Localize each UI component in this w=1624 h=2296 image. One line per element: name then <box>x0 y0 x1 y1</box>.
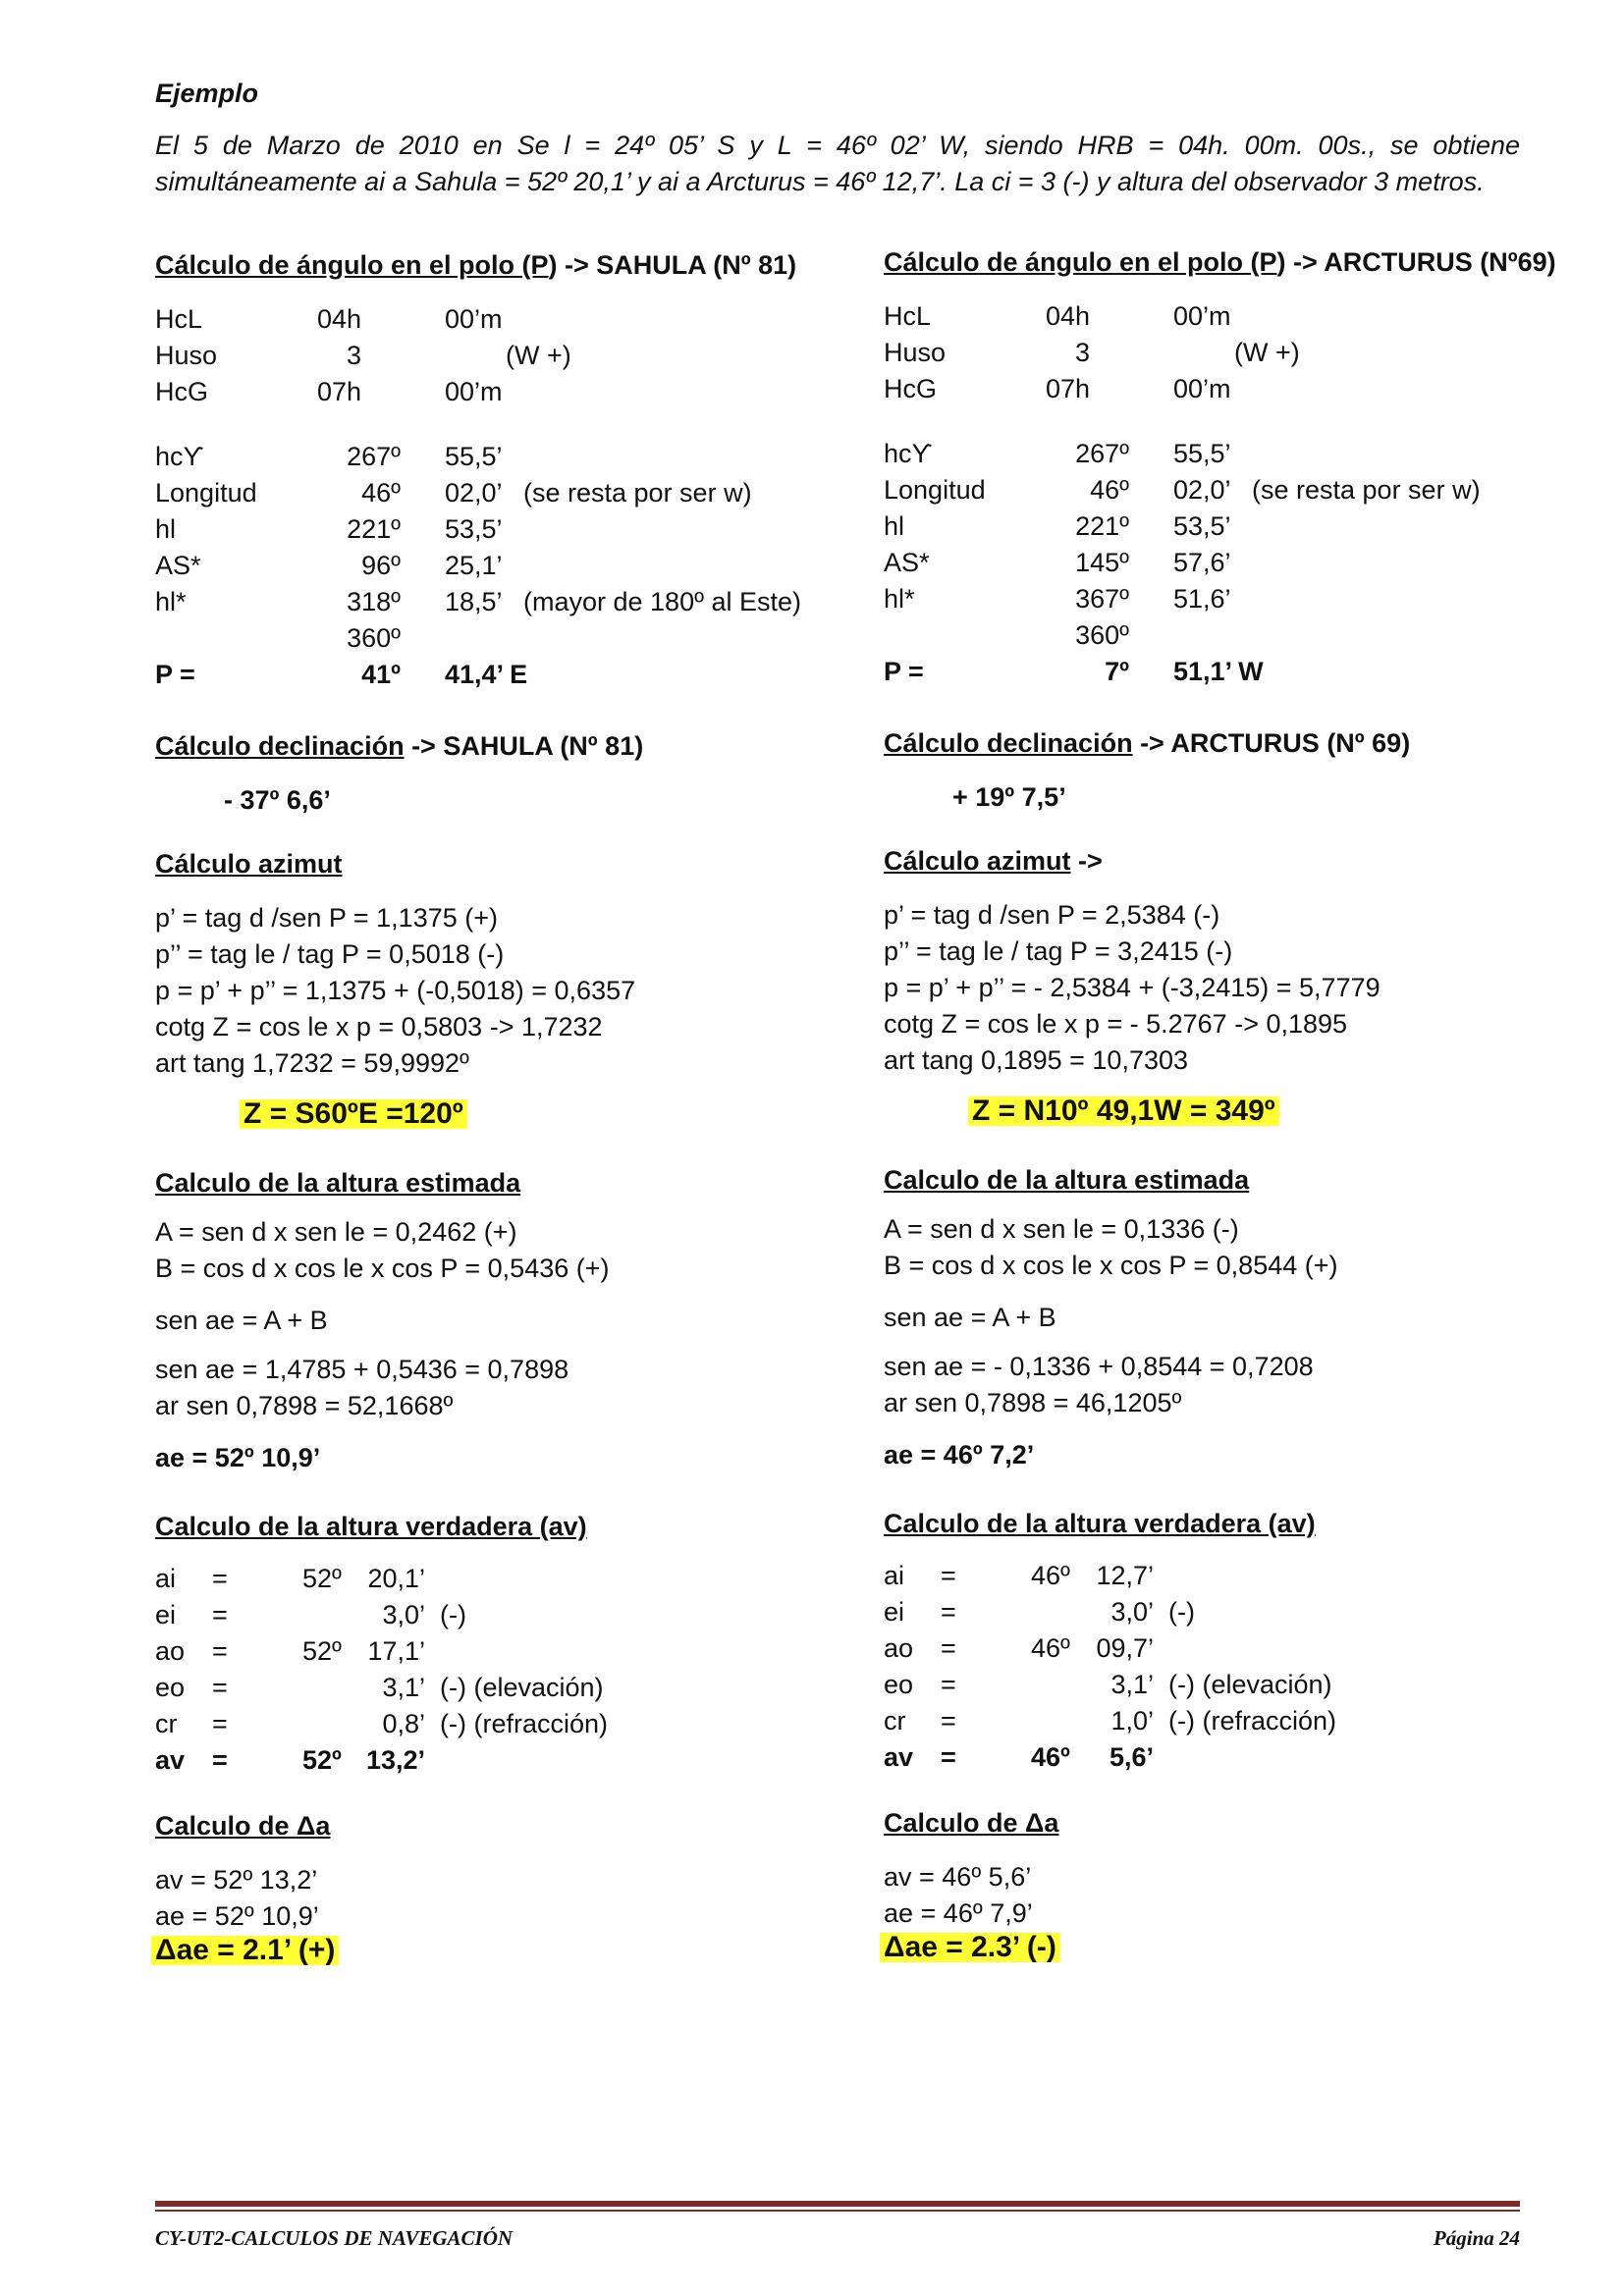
hour-row-minutes: 25,1’ <box>445 551 503 580</box>
time-row-hours: 04h <box>316 304 361 334</box>
altitude-row-eq: = <box>941 1742 956 1772</box>
sen-ae-line: sen ae = A + B <box>155 1306 328 1335</box>
time-row-hours: 3 <box>346 341 361 370</box>
azimut-line: p = p’ + p’’ = - 2,5384 + (-3,2415) = 5,7779 <box>884 973 1380 1002</box>
ae-result: ae = 46º 7,2’ <box>884 1440 1035 1469</box>
altitude-row-degrees: 52º <box>302 1636 342 1666</box>
angle-heading <box>155 250 796 280</box>
hour-row-label: hl* <box>884 584 915 614</box>
azimut-line: art tang 1,7232 = 59,9992º <box>155 1048 469 1078</box>
p-row-label: P = <box>884 657 924 686</box>
angle-heading-target: ) -> ARCTURUS (Nº69) <box>1276 247 1556 277</box>
declination-heading <box>884 728 1410 758</box>
time-row-label: Huso <box>155 341 218 370</box>
time-row-hours: 07h <box>316 377 361 406</box>
azimut-line: cotg Z = cos le x p = 0,5803 -> 1,7232 <box>155 1012 603 1041</box>
altitude-row-eq: = <box>941 1561 956 1590</box>
altitude-row-minutes: 09,7’ <box>1096 1633 1154 1663</box>
hour-row-degrees: 46º <box>361 478 401 507</box>
time-row-minutes: 00’m <box>445 304 503 334</box>
hour-row-minutes: 55,5’ <box>1173 439 1231 468</box>
altitude-row-eq: = <box>212 1564 228 1593</box>
hour-row-label: hl* <box>155 587 187 616</box>
altitude-row-label: cr <box>155 1709 178 1738</box>
page-number: Página 24 <box>1433 2226 1520 2250</box>
altitude-row-eq: = <box>212 1745 228 1775</box>
altitude-row-eq: = <box>941 1633 956 1663</box>
estimated-altitude-heading <box>155 1168 520 1198</box>
altitude-row-eq: = <box>941 1706 956 1735</box>
altitude-row-label: av <box>155 1745 186 1775</box>
hour-row-degrees: 367º <box>1075 584 1129 614</box>
delta-result: Δae = 2.1’ (+) <box>151 1936 339 1965</box>
altitude-row-degrees: 52º <box>302 1745 342 1775</box>
footer-rule-thin <box>155 2210 1520 2212</box>
azimut-result: Z = N10º 49,1W = 349º <box>968 1096 1279 1126</box>
azimut-heading <box>155 849 343 879</box>
footer-rule <box>155 2201 1520 2207</box>
altitude-row-note: (-) (elevación) <box>1168 1670 1332 1699</box>
hour-row-degrees: 145º <box>1075 548 1129 577</box>
true-altitude-heading <box>155 1512 587 1541</box>
altitude-row-label: ai <box>155 1564 177 1593</box>
altitude-row-label: cr <box>884 1706 906 1735</box>
time-row-hours: 3 <box>1074 338 1090 367</box>
hour-row-minutes: 51,6’ <box>1173 584 1231 614</box>
time-row-label: HcG <box>884 374 937 403</box>
altitude-row-minutes: 5,6’ <box>1109 1742 1154 1772</box>
time-row-minutes: 00’m <box>1173 301 1231 331</box>
angle-heading-text: Cálculo de ángulo en el polo (P <box>884 247 1277 277</box>
delta-line: av = 46º 5,6’ <box>884 1862 1032 1892</box>
time-row-label: HcL <box>884 301 932 331</box>
altitude-row-minutes: 3,1’ <box>1110 1670 1154 1699</box>
azimut-line: p’ = tag d /sen P = 1,1375 (+) <box>155 903 498 933</box>
hour-row-label: AS* <box>155 551 201 580</box>
azimut-line: cotg Z = cos le x p = - 5.2767 -> 0,1895 <box>884 1009 1348 1039</box>
altitude-row-label: eo <box>155 1673 186 1702</box>
azimut-result: Z = S60ºE =120º <box>240 1099 467 1129</box>
altitude-row-degrees: 46º <box>1031 1633 1070 1663</box>
estimated-altitude-heading <box>884 1165 1249 1195</box>
azimut-heading-target: -> <box>1070 846 1103 876</box>
time-row-minutes: 00’m <box>1173 374 1231 403</box>
altitude-row-minutes: 3,0’ <box>382 1600 425 1629</box>
hour-row-minutes: 02,0’ <box>445 478 503 507</box>
altitude-row-label: ao <box>884 1633 914 1663</box>
altitude-row-label: eo <box>884 1670 914 1699</box>
azimut-heading-text: Cálculo azimut <box>155 849 343 879</box>
azimut-line: art tang 0,1895 = 10,7303 <box>884 1045 1189 1075</box>
declination-value: - 37º 6,6’ <box>224 785 331 815</box>
hour-row-degrees: 221º <box>347 514 401 544</box>
time-row-note: (W +) <box>506 341 571 370</box>
altitude-row-eq: = <box>941 1597 956 1627</box>
altitude-row-label: ao <box>155 1636 186 1666</box>
declination-heading-target: -> SAHULA (Nº 81) <box>404 731 644 761</box>
altitude-row-minutes: 0,8’ <box>382 1709 425 1738</box>
delta-line: ae = 46º 7,9’ <box>884 1898 1033 1928</box>
estimated-line: B = cos d x cos le x cos P = 0,5436 (+) <box>155 1254 610 1283</box>
hour-row-label: hcϒ <box>884 439 933 468</box>
estimated-line: B = cos d x cos le x cos P = 0,8544 (+) <box>884 1251 1338 1280</box>
altitude-row-minutes: 20,1’ <box>367 1564 425 1593</box>
sen-line: ar sen 0,7898 = 52,1668º <box>155 1391 454 1420</box>
altitude-row-degrees: 46º <box>1031 1742 1070 1772</box>
hour-row-minutes: 53,5’ <box>1173 511 1231 541</box>
hour-row-note: (se resta por ser w) <box>523 478 752 507</box>
hour-row-degrees: 267º <box>347 442 401 471</box>
azimut-heading <box>884 846 1103 876</box>
delta-heading-text: Calculo de Δa <box>155 1811 331 1841</box>
declination-heading-target: -> ARCTURUS (Nº 69) <box>1132 728 1411 758</box>
delta-line: av = 52º 13,2’ <box>155 1865 318 1895</box>
footer-title: CY-UT2-CALCULOS DE NAVEGACIÓN <box>155 2226 514 2250</box>
time-row-hours: 07h <box>1045 374 1090 403</box>
altitude-row-note: (-) (refracción) <box>440 1709 609 1738</box>
sen-line: sen ae = 1,4785 + 0,5436 = 0,7898 <box>155 1355 569 1384</box>
true-altitude-heading-text: Calculo de la altura verdadera (av) <box>884 1509 1316 1538</box>
hour-row-degrees: 96º <box>361 551 401 580</box>
hour-row-degrees: 318º <box>347 587 401 616</box>
ae-result: ae = 52º 10,9’ <box>155 1443 321 1472</box>
p-row-minutes: 41,4’ E <box>445 660 528 689</box>
time-row-minutes: 00’m <box>445 377 503 406</box>
altitude-row-degrees: 52º <box>302 1564 342 1593</box>
hour-row-degrees: 221º <box>1075 511 1129 541</box>
time-row-label: HcG <box>155 377 208 406</box>
declination-heading-text: Cálculo declinación <box>884 728 1133 758</box>
azimut-line: p’’ = tag le / tag P = 3,2415 (-) <box>884 936 1233 966</box>
angle-heading <box>884 247 1556 277</box>
hour-row-degrees: 46º <box>1090 475 1129 505</box>
hour-row-minutes: 18,5’ <box>445 587 503 616</box>
angle-heading-target: ) -> SAHULA (Nº 81) <box>548 250 797 280</box>
p-row-degrees: 7º <box>1105 657 1129 686</box>
estimated-line: A = sen d x sen le = 0,1336 (-) <box>884 1214 1239 1244</box>
time-row-label: Huso <box>884 338 947 367</box>
p-row-degrees: 41º <box>361 660 401 689</box>
sen-line: ar sen 0,7898 = 46,1205º <box>884 1388 1182 1417</box>
altitude-row-eq: = <box>212 1673 228 1702</box>
altitude-row-minutes: 3,0’ <box>1110 1597 1154 1627</box>
azimut-heading-text: Cálculo azimut <box>884 846 1071 876</box>
altitude-row-label: av <box>884 1742 914 1772</box>
hour-row-minutes: 02,0’ <box>1173 475 1231 505</box>
altitude-row-minutes: 17,1’ <box>367 1636 425 1666</box>
estimated-altitude-heading-text: Calculo de la altura estimada <box>884 1165 1250 1195</box>
altitude-row-minutes: 13,2’ <box>366 1745 426 1775</box>
hour-row-note: (mayor de 180º al Este) <box>523 587 801 616</box>
altitude-row-degrees: 46º <box>1031 1561 1070 1590</box>
hour-row-minutes: 53,5’ <box>445 514 503 544</box>
angle-heading-text: Cálculo de ángulo en el polo (P <box>155 250 549 280</box>
delta-heading <box>155 1811 330 1841</box>
time-row-note: (W +) <box>1234 338 1300 367</box>
time-row-hours: 04h <box>1045 301 1090 331</box>
declination-heading <box>155 731 643 761</box>
delta-result: Δae = 2.3’ (-) <box>880 1933 1060 1962</box>
hour-row-label: hcϒ <box>155 442 204 471</box>
altitude-row-note: (-) <box>1168 1597 1195 1627</box>
hour-row-degrees: 360º <box>347 623 401 653</box>
delta-line: ae = 52º 10,9’ <box>155 1901 319 1931</box>
hour-row-label: Longitud <box>155 478 257 507</box>
estimated-altitude-heading-text: Calculo de la altura estimada <box>155 1168 521 1198</box>
azimut-line: p’’ = tag le / tag P = 0,5018 (-) <box>155 939 505 969</box>
altitude-row-label: ai <box>884 1561 905 1590</box>
hour-row-note: (se resta por ser w) <box>1252 475 1481 505</box>
altitude-row-note: (-) (elevación) <box>440 1673 604 1702</box>
altitude-row-label: ei <box>155 1600 177 1629</box>
hour-row-degrees: 267º <box>1075 439 1129 468</box>
altitude-row-eq: = <box>212 1709 228 1738</box>
p-row-label: P = <box>155 660 195 689</box>
delta-heading <box>884 1808 1058 1838</box>
altitude-row-minutes: 3,1’ <box>382 1673 425 1702</box>
altitude-row-label: ei <box>884 1597 905 1627</box>
altitude-row-eq: = <box>212 1636 228 1666</box>
altitude-row-note: (-) (refracción) <box>1168 1706 1337 1735</box>
altitude-row-minutes: 1,0’ <box>1110 1706 1154 1735</box>
hour-row-label: hl <box>884 511 905 541</box>
delta-heading-text: Calculo de Δa <box>884 1808 1059 1838</box>
altitude-row-eq: = <box>212 1600 228 1629</box>
sen-ae-line: sen ae = A + B <box>884 1303 1056 1332</box>
hour-row-label: AS* <box>884 548 930 577</box>
sen-line: sen ae = - 0,1336 + 0,8544 = 0,7208 <box>884 1352 1314 1381</box>
altitude-row-minutes: 12,7’ <box>1096 1561 1154 1590</box>
true-altitude-heading-text: Calculo de la altura verdadera (av) <box>155 1512 587 1541</box>
estimated-line: A = sen d x sen le = 0,2462 (+) <box>155 1217 517 1247</box>
p-row-minutes: 51,1’ W <box>1173 657 1264 686</box>
hour-row-minutes: 55,5’ <box>445 442 503 471</box>
time-row-label: HcL <box>155 304 203 334</box>
hour-row-label: hl <box>155 514 177 544</box>
example-title: Ejemplo <box>155 79 259 108</box>
altitude-row-note: (-) <box>440 1600 466 1629</box>
declination-value: + 19º 7,5’ <box>952 782 1066 812</box>
declination-heading-text: Cálculo declinación <box>155 731 405 761</box>
hour-row-minutes: 57,6’ <box>1173 548 1231 577</box>
azimut-line: p = p’ + p’’ = 1,1375 + (-0,5018) = 0,6357 <box>155 976 636 1005</box>
true-altitude-heading <box>884 1509 1316 1538</box>
hour-row-label: Longitud <box>884 475 986 505</box>
example-statement: El 5 de Marzo de 2010 en Se l = 24º 05’ S y L = 46º 02’ W, siendo HRB = 04h. 00m. 00s., se obtiene simultáneamente ai a Sahula = 52º 20,1’ y ai a Arcturus = 46º 12,7’. La ci = 3 (-) y altura del observador 3 metros. <box>155 131 1520 196</box>
hour-row-degrees: 360º <box>1075 620 1129 650</box>
azimut-line: p’ = tag d /sen P = 2,5384 (-) <box>884 900 1220 930</box>
altitude-row-eq: = <box>941 1670 956 1699</box>
